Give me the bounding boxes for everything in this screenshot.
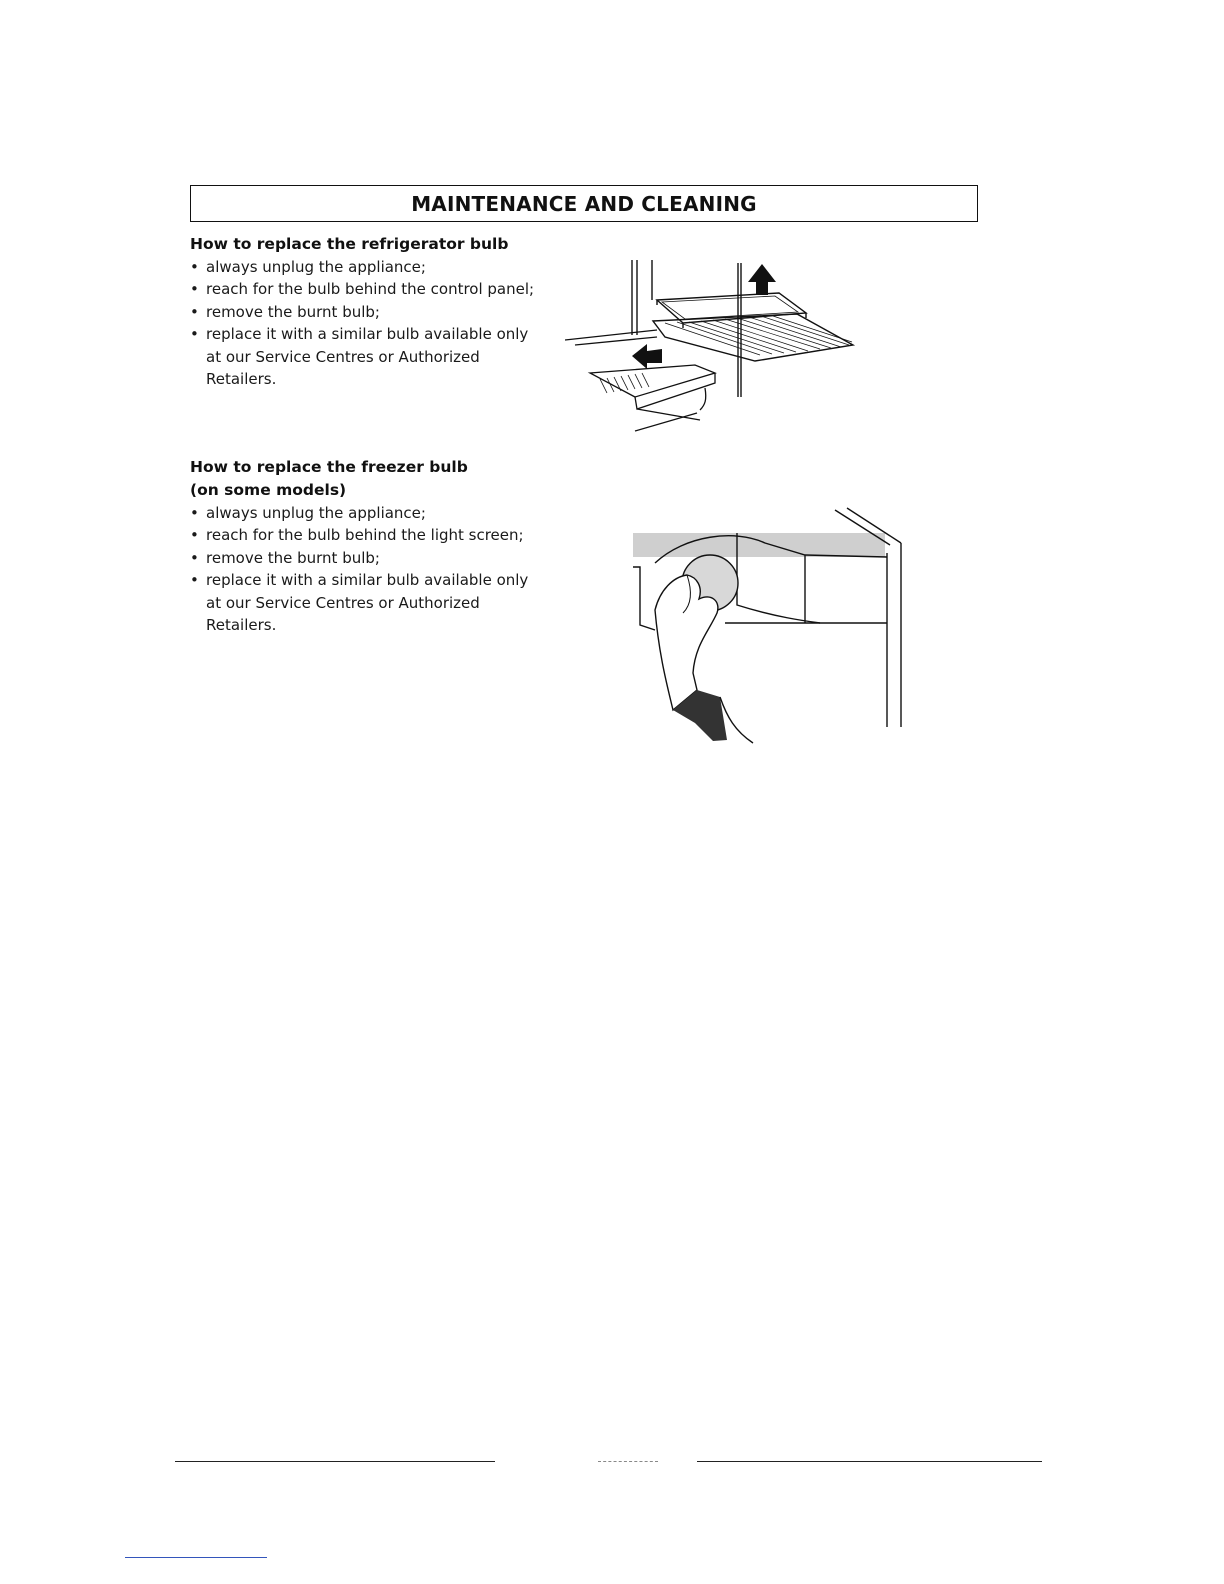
list-item: • replace it with a similar bulb available only at our Service Centres or Authorized Retailers. xyxy=(190,569,536,636)
heading-line: How to replace the freezer bulb xyxy=(190,458,468,476)
instruction-list xyxy=(190,256,570,390)
section-heading xyxy=(190,233,570,256)
list-item: • reach for the bulb behind the control panel; xyxy=(190,278,570,300)
footer-rule-left xyxy=(175,1461,495,1462)
refrigerator-shelf-illustration xyxy=(565,255,875,440)
instruction-list xyxy=(190,502,570,636)
list-item: • remove the burnt bulb; xyxy=(190,547,570,569)
section-refrigerator-bulb xyxy=(190,233,570,390)
footer-link-underline xyxy=(125,1557,267,1558)
footer-rule-right xyxy=(697,1461,1042,1462)
heading-line: (on some models) xyxy=(190,481,347,499)
list-item: • remove the burnt bulb; xyxy=(190,301,570,323)
page-title: MAINTENANCE AND CLEANING xyxy=(411,191,757,216)
list-item: • reach for the bulb behind the light screen; xyxy=(190,524,570,546)
section-heading xyxy=(190,456,570,502)
title-box xyxy=(190,185,978,222)
freezer-bulb-illustration xyxy=(625,505,915,745)
section-freezer-bulb xyxy=(190,456,570,636)
footer-rule-center xyxy=(598,1461,658,1462)
heading-line: How to replace the refrigerator bulb xyxy=(190,235,509,253)
list-item: • always unplug the appliance; xyxy=(190,502,570,524)
list-item: • always unplug the appliance; xyxy=(190,256,570,278)
list-item: • replace it with a similar bulb available only at our Service Centres or Authorized Retailers. xyxy=(190,323,536,390)
